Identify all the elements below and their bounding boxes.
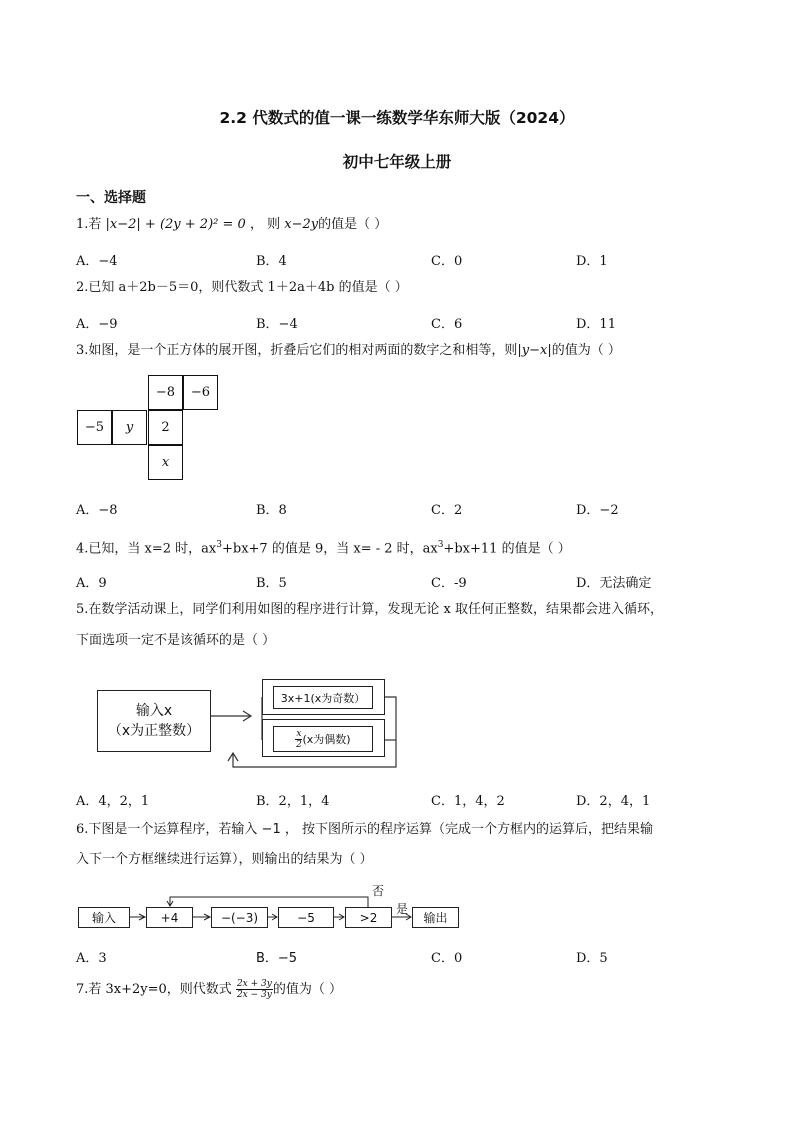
q6-text-a: 6.下图是一个运算程序，若输入 — [76, 822, 258, 837]
q1-option-d[interactable]: D．1 — [576, 254, 608, 269]
flow-step-minus5: −5 — [278, 907, 334, 928]
even-rule-fraction: $\frac{x}{2}$ — [296, 728, 302, 750]
flow-output-box: 输出 — [412, 907, 459, 928]
q4-part3: +bx+11 的值是（ ） — [443, 541, 571, 557]
even-rule-label: (x为偶数) — [302, 733, 351, 746]
q3-suffix: 的值为（ ） — [551, 343, 621, 358]
loop-input-condition: （x为正整数） — [107, 723, 201, 739]
q6-option-b[interactable]: B．−5 — [256, 951, 298, 966]
q7-denominator: 2x − 3y — [236, 990, 272, 1000]
q4-option-a[interactable]: A．9 — [76, 576, 107, 591]
q3-option-b[interactable]: B．8 — [256, 503, 287, 518]
odd-rule-box: 3x+1(x为奇数） — [273, 686, 373, 709]
q1-option-a[interactable]: A．−4 — [76, 254, 118, 269]
q1-option-c[interactable]: C．0 — [431, 254, 463, 269]
question-7 — [76, 976, 726, 1004]
q6-option-d[interactable]: D．5 — [576, 951, 608, 966]
flow-step-minus-neg3: −(−3) — [211, 907, 268, 928]
flow-no-label: 否 — [372, 884, 385, 898]
net-cell-middle-3: 2 — [148, 410, 183, 445]
q4-sup2: 3 — [437, 540, 444, 550]
q4-option-c[interactable]: C．-9 — [431, 576, 467, 591]
net-cell-bottom: x — [148, 445, 183, 480]
section-heading: 一、选择题 — [76, 190, 146, 206]
net-cell-top-left: −8 — [148, 375, 183, 410]
flow-step-plus4: +4 — [146, 907, 193, 928]
flow-condition-box: >2 — [345, 907, 392, 928]
q3-option-a[interactable]: A．−8 — [76, 503, 118, 518]
net-cell-top-right: −6 — [183, 375, 218, 410]
q7-prefix: 7.若 3x+2y=0，则代数式 — [76, 982, 232, 997]
net-cell-middle-1: −5 — [77, 410, 112, 445]
q2-option-b[interactable]: B．−4 — [256, 317, 298, 332]
q3-option-c[interactable]: C．2 — [431, 503, 463, 518]
q1-mid: ， 则 — [249, 217, 281, 232]
q1-option-b[interactable]: B．4 — [256, 254, 287, 269]
q6-option-c[interactable]: C．0 — [431, 951, 463, 966]
q4-part2: +bx+7 的值是 9，当 x= - 2 时，ax — [221, 541, 438, 557]
loop-input-label: 输入x — [135, 703, 173, 719]
q3-prefix: 3.如图，是一个正方体的展开图，折叠后它们的相对两面的数字之和相等，则 — [76, 343, 518, 358]
q6-option-a[interactable]: A．3 — [76, 951, 107, 966]
flow-yes-label: 是 — [396, 902, 409, 916]
question-6-line-2: 入下一个方框继续进行运算），则输出的结果为（ ） — [76, 852, 373, 867]
q4-option-b[interactable]: B．5 — [256, 576, 287, 591]
q2-option-c[interactable]: C．6 — [431, 317, 463, 332]
q3-expr: |y−x| — [517, 343, 552, 358]
q2-option-a[interactable]: A．−9 — [76, 317, 118, 332]
q5-option-c[interactable]: C．1，4，2 — [431, 794, 505, 809]
q7-numerator: 2x + 3y — [236, 979, 272, 989]
q2-option-d[interactable]: D．11 — [576, 317, 616, 332]
q4-part1: 4.已知，当 x=2 时，ax — [76, 541, 217, 557]
page-title: 2.2 代数式的值一课一练数学华东师大版（2024） — [219, 109, 575, 127]
q5-option-b[interactable]: B．2，1，4 — [256, 794, 330, 809]
q1-prefix: 1.若 — [76, 217, 102, 232]
q1-suffix: 的值是（ ） — [318, 217, 388, 232]
flow-input-box: 输入 — [78, 907, 130, 928]
q4-sup1: 3 — [216, 540, 222, 550]
q6-text-b: ， 按下图所示的程序运算（完成一个方框内的运算后，把结果输 — [284, 822, 653, 837]
q7-suffix: 的值为（ ） — [272, 982, 342, 997]
q4-option-d[interactable]: D．无法确定 — [576, 576, 652, 591]
q5-option-a[interactable]: A．4，2，1 — [76, 794, 150, 809]
q1-formula: |x−2| + (2y + 2)² = 0 — [105, 217, 246, 232]
question-5-line-1: 5.在数学活动课上，同学们利用如图的程序进行计算，发现无论 x 取任何正整数，结果都会进入循环， — [76, 602, 664, 617]
q5-option-d[interactable]: D．2，4，1 — [576, 794, 651, 809]
question-5-line-2: 下面选项一定不是该循环的是（ ） — [76, 633, 276, 648]
question-2: 2.已知 a＋2b－5＝0，则代数式 1＋2a＋4b 的值是（ ） — [76, 280, 408, 295]
q3-option-d[interactable]: D．−2 — [576, 503, 619, 518]
q6-input-value: −1 — [261, 822, 281, 837]
q1-expr: x−2y — [284, 217, 319, 232]
q6-options — [76, 947, 726, 969]
page-subtitle: 初中七年级上册 — [342, 153, 452, 171]
net-cell-middle-2: y — [112, 410, 147, 445]
q7-fraction — [236, 979, 273, 1000]
